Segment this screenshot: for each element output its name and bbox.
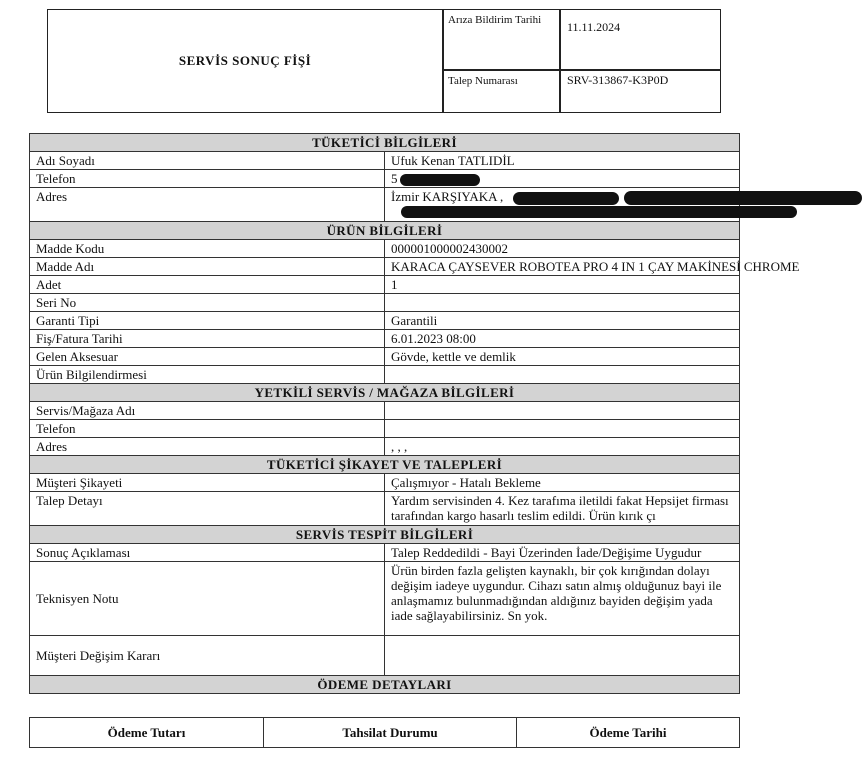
product-name-label: Madde Adı (30, 258, 385, 276)
payment-amount-header (29, 717, 264, 748)
product-info-label: Ürün Bilgilendirmesi (30, 366, 385, 384)
product-accessory-label: Gelen Aksesuar (30, 348, 385, 366)
section-consumer: TÜKETİCİ BİLGİLERİ (30, 134, 740, 152)
product-invoice-label: Fiş/Fatura Tarihi (30, 330, 385, 348)
product-invoice-value: 6.01.2023 08:00 (385, 330, 740, 348)
service-phone-label: Telefon (30, 420, 385, 438)
payment-amount-label: Ödeme Tutarı (107, 724, 186, 740)
complaint-label: Müşteri Şikayeti (30, 474, 385, 492)
request-no-value-cell (560, 70, 721, 113)
consumer-phone-value: 5 (385, 170, 740, 188)
redaction-mark (400, 174, 480, 186)
technician-note-value: Ürün birden fazla gelişten kaynaklı, bir çok kırığından dolayı değişim iadeye uygundur. Cihazı satın almış olduğunuz bayi ile anlaşmamız bulunmadığından aldığınız bayiden değişim yada iade sağlayabilirsiniz. Sn yok. (385, 562, 740, 636)
document-title-box (47, 9, 443, 113)
customer-decision-value (385, 636, 740, 676)
request-no-label: Talep Numarası (448, 75, 518, 87)
fault-date-label-cell (443, 9, 560, 70)
product-qty-value: 1 (385, 276, 740, 294)
technician-note-label: Teknisyen Notu (30, 562, 385, 636)
product-info-value (385, 366, 740, 384)
service-form-table (29, 133, 800, 694)
service-name-label: Servis/Mağaza Adı (30, 402, 385, 420)
product-qty-label: Adet (30, 276, 385, 294)
product-serial-label: Seri No (30, 294, 385, 312)
payment-status-header (263, 717, 517, 748)
product-name-value: KARACA ÇAYSEVER ROBOTEA PRO 4 IN 1 ÇAY MAKİNESİ CHROME (385, 258, 740, 276)
fault-date-value: 11.11.2024 (567, 20, 621, 34)
product-accessory-value: Gövde, kettle ve demlik (385, 348, 740, 366)
service-phone-value (385, 420, 740, 438)
payment-status-label: Tahsilat Durumu (342, 724, 438, 740)
service-name-value (385, 402, 740, 420)
redaction-mark (401, 206, 797, 218)
customer-decision-label: Müşteri Değişim Kararı (30, 636, 385, 676)
product-code-label: Madde Kodu (30, 240, 385, 258)
payment-date-label: Ödeme Tarihi (589, 724, 667, 740)
consumer-address-label: Adres (30, 188, 385, 222)
product-warranty-label: Garanti Tipi (30, 312, 385, 330)
product-code-value: 000001000002430002 (385, 240, 740, 258)
consumer-address-value: İzmir KARŞIYAKA , (385, 188, 740, 222)
payment-date-header (516, 717, 740, 748)
result-value: Talep Reddedildi - Bayi Üzerinden İade/Değişime Uygudur (385, 544, 740, 562)
redaction-mark (513, 192, 619, 205)
request-no-value: SRV-313867-K3P0D (567, 73, 669, 87)
consumer-name-label: Adı Soyadı (30, 152, 385, 170)
fault-date-value-cell (560, 9, 721, 70)
product-serial-value (385, 294, 740, 312)
section-service: YETKİLİ SERVİS / MAĞAZA BİLGİLERİ (30, 384, 740, 402)
section-complaint: TÜKETİCİ ŞİKAYET VE TALEPLERİ (30, 456, 740, 474)
service-address-label: Adres (30, 438, 385, 456)
result-label: Sonuç Açıklaması (30, 544, 385, 562)
request-no-label-cell (443, 70, 560, 113)
document-title: SERVİS SONUÇ FİŞİ (178, 53, 312, 68)
fault-date-label: Arıza Bildirim Tarihi (448, 14, 542, 26)
consumer-phone-label: Telefon (30, 170, 385, 188)
product-warranty-value: Garantili (385, 312, 740, 330)
section-product: ÜRÜN BİLGİLERİ (30, 222, 740, 240)
service-address-value: , , , (385, 438, 740, 456)
consumer-name-value: Ufuk Kenan TATLIDİL (385, 152, 740, 170)
request-detail-label: Talep Detayı (30, 492, 385, 526)
section-payment: ÖDEME DETAYLARI (30, 676, 740, 694)
complaint-value: Çalışmıyor - Hatalı Bekleme (385, 474, 740, 492)
redaction-mark (624, 191, 862, 205)
request-detail-value: Yardım servisinden 4. Kez tarafıma iletildi fakat Hepsijet firması tarafından kargo hasarlı teslim edildi. Ürün kırık çı (385, 492, 740, 526)
section-findings: SERVİS TESPİT BİLGİLERİ (30, 526, 740, 544)
